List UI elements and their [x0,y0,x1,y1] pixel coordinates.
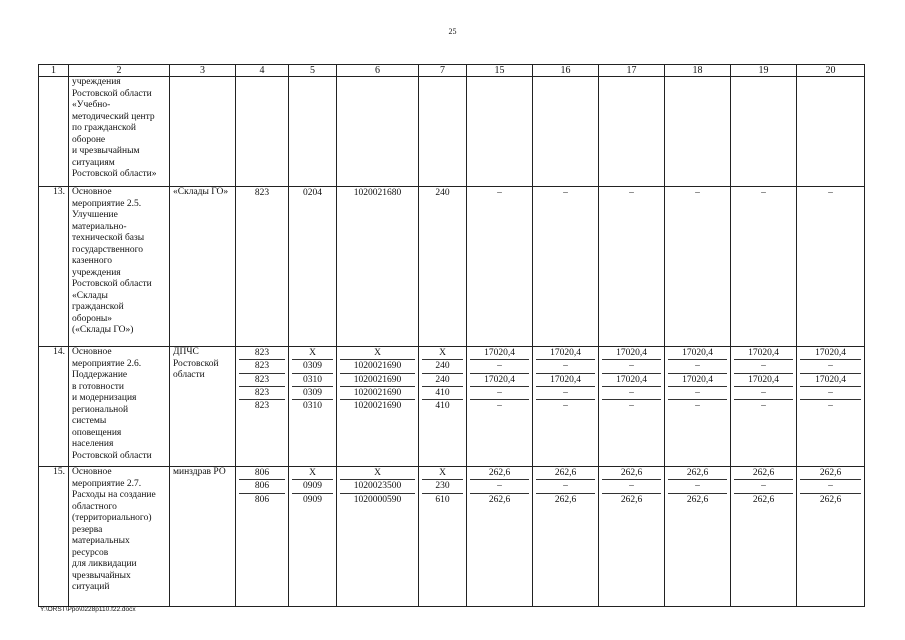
measure-name-line: областного [72,501,117,512]
measure-name-line: учреждения [72,267,121,278]
measure-name-line: Поддержание [72,370,128,380]
table-row [39,347,865,467]
measure-name-line: Основное [72,187,112,197]
value-line: 262,6 [686,494,709,505]
table-row [39,187,865,347]
value-line: 410 [435,401,450,412]
measure-name-line: Основное [72,467,112,477]
value-line: – [668,480,727,493]
value-line: 823 [254,401,270,412]
value-cell-c5 [289,77,337,187]
measure-name-line: Ростовской области [72,450,152,461]
value-cell-c19 [731,347,797,467]
value-line: – [695,401,700,412]
measure-name-line: обороне [72,134,106,145]
value-line: 1020021690 [353,401,402,412]
measure-name-line: «Учебно- [72,100,111,110]
value-line: 17020,4 [470,374,529,387]
value-cell-c19 [731,187,797,347]
value-cell-c4 [236,77,289,187]
value-line: Х [340,347,415,360]
measure-name-line: материально- [72,221,127,232]
header-cell: 4 [236,65,289,77]
value-line: Х [422,347,463,360]
value-cell-c5 [289,347,337,467]
executor-line: минздрав РО [173,467,226,477]
executor [170,77,236,187]
value-line: 0309 [292,387,333,400]
value-line: – [536,387,595,400]
measure-name-line: государственного [72,244,144,255]
executor [170,347,236,467]
value-line: 262,6 [554,494,577,505]
measure-name-line: системы [72,416,107,426]
value-cell-c4 [236,187,289,347]
value-line: – [536,480,595,493]
value-cell-c7 [419,77,467,187]
value-line: 0310 [292,374,333,387]
value-cell-c4 [236,347,289,467]
value-cell-c18 [665,467,731,607]
value-cell-c20 [797,347,865,467]
value-line: 262,6 [800,467,861,480]
value-cell-c20 [797,467,865,607]
value-line: 17020,4 [602,374,661,387]
value-line: 230 [422,480,463,493]
measure-name-line: («Склады ГО») [72,325,134,335]
value-cell-c6 [337,77,419,187]
value-cell-c4 [236,467,289,607]
value-cell-c19 [731,467,797,607]
measure-name [69,77,170,187]
row-number: 14. [39,347,69,467]
value-line: – [629,188,634,198]
value-line: 17020,4 [536,347,595,360]
value-line: – [602,360,661,373]
table-row [39,77,865,187]
value-line: 823 [239,360,285,373]
value-cell-c7 [419,187,467,347]
header-cell: 7 [419,65,467,77]
value-line: 806 [239,467,285,480]
executor-line: «Склады ГО» [173,187,229,197]
header-cell: 1 [39,65,69,77]
value-line: – [563,401,568,412]
value-line: 262,6 [620,494,643,505]
value-cell-c6 [337,347,419,467]
value-cell-c5 [289,467,337,607]
header-cell: 18 [665,65,731,77]
measure-name-line: ситуаций [72,582,110,592]
value-cell-c15 [467,77,533,187]
value-line: – [602,387,661,400]
value-line: 0309 [292,360,333,373]
value-line: 262,6 [668,467,727,480]
measure-name-line: резерва [72,524,103,535]
executor-line: Ростовской [173,358,219,369]
value-line: Х [340,467,415,480]
value-line: 0909 [303,494,322,505]
value-line: 17020,4 [602,347,661,360]
measure-name-line: мероприятие 2.6. [72,358,142,369]
measure-name-line: Улучшение [72,210,118,220]
value-line: 262,6 [734,467,793,480]
value-line: 240 [435,188,450,198]
measure-name-line: и модернизация [72,393,137,403]
value-line: 240 [422,374,463,387]
value-line: 823 [254,188,270,198]
executor-line: области [173,370,205,380]
file-path-footer: Y:\ORST\Ppo\0228p110.f22.docx [40,606,136,613]
measure-name-line: (территориального) [72,513,152,523]
header-cell: 3 [170,65,236,77]
header-cell: 2 [69,65,170,77]
value-line: 410 [422,387,463,400]
executor [170,467,236,607]
measure-name-line: технической базы [72,233,145,243]
measure-name-line: казенного [72,256,112,266]
measure-name-line: методический центр [72,111,155,122]
value-line: 17020,4 [800,347,861,360]
row-number [39,77,69,187]
measure-name [69,347,170,467]
value-line: 17020,4 [800,374,861,387]
measure-name-line: по гражданской [72,123,136,133]
header-cell: 6 [337,65,419,77]
value-line: 1020000590 [353,494,402,505]
page-number: 25 [448,27,457,36]
value-line: 1020021690 [340,387,415,400]
value-line: 262,6 [536,467,595,480]
measure-name-line: мероприятие 2.5. [72,198,142,209]
measure-name-line: Основное [72,347,112,357]
measure-name-line: и чрезвычайным [72,146,140,156]
measure-name-line: «Склады [72,290,108,301]
value-line: 806 [254,494,270,505]
header-cell: 17 [599,65,665,77]
value-cell-c15 [467,187,533,347]
measure-name-line: Ростовской области [72,88,152,99]
value-line: 17020,4 [668,374,727,387]
value-cell-c7 [419,467,467,607]
value-line: 262,6 [819,494,842,505]
value-cell-c5 [289,187,337,347]
value-line: Х [422,467,463,480]
measure-name-line: в готовности [72,381,124,392]
value-line: 262,6 [752,494,775,505]
value-line: – [695,188,700,198]
value-line: – [734,480,793,493]
value-line: – [800,480,861,493]
value-line: – [761,188,766,198]
value-line: – [761,401,766,412]
value-cell-c15 [467,467,533,607]
measure-name-line: обороны» [72,313,113,324]
header-cell: 15 [467,65,533,77]
value-line: 1020021680 [353,188,402,198]
value-cell-c6 [337,467,419,607]
measure-name-line: учреждения [72,77,121,87]
value-line: 823 [239,387,285,400]
header-cell: 5 [289,65,337,77]
header-cell: 20 [797,65,865,77]
value-line: – [497,401,502,412]
value-line: Х [292,467,333,480]
measure-name [69,187,170,347]
measure-name-line: мероприятие 2.7. [72,478,142,489]
value-cell-c17 [599,347,665,467]
value-line: – [536,360,595,373]
value-line: – [470,480,529,493]
value-line: 806 [239,480,285,493]
value-cell-c7 [419,347,467,467]
measure-name [69,467,170,607]
value-line: – [668,387,727,400]
value-line: 0310 [303,401,322,412]
value-line: – [602,480,661,493]
measure-name-line: ситуациям [72,157,115,168]
value-line: – [734,387,793,400]
measure-name-line: чрезвычайных [72,570,131,581]
value-cell-c18 [665,187,731,347]
executor-line: ДПЧС [173,347,199,357]
value-cell-c16 [533,347,599,467]
header-row [39,65,865,77]
row-number: 13. [39,187,69,347]
value-cell-c17 [599,467,665,607]
value-line: 0909 [292,480,333,493]
value-line: 823 [239,374,285,387]
measure-name-line: оповещения [72,427,122,438]
value-line: – [470,360,529,373]
value-line: Х [292,347,333,360]
value-line: 1020023500 [340,480,415,493]
value-cell-c19 [731,77,797,187]
measure-name-line: ресурсов [72,547,109,558]
value-line: 262,6 [488,494,511,505]
measure-name-line: региональной [72,404,129,415]
value-line: 262,6 [602,467,661,480]
value-cell-c18 [665,77,731,187]
value-line: – [828,401,833,412]
measure-name-line: Ростовской области [72,279,152,289]
value-line: 17020,4 [536,374,595,387]
value-line: 1020021690 [340,374,415,387]
budget-table [38,64,865,607]
value-line: – [497,188,502,198]
value-cell-c17 [599,77,665,187]
measure-name-line: материальных [72,536,130,546]
value-line: 823 [239,347,285,360]
value-line: 17020,4 [734,374,793,387]
value-cell-c16 [533,467,599,607]
value-line: 17020,4 [470,347,529,360]
measure-name-line: Ростовской области» [72,169,157,179]
value-cell-c15 [467,347,533,467]
header-cell: 19 [731,65,797,77]
value-line: – [563,188,568,198]
executor [170,187,236,347]
value-line: – [734,360,793,373]
value-line: 1020021690 [340,360,415,373]
value-line: 17020,4 [668,347,727,360]
value-line: – [629,401,634,412]
header-cell: 16 [533,65,599,77]
value-cell-c6 [337,187,419,347]
value-line: 240 [422,360,463,373]
value-line: – [668,360,727,373]
measure-name-line: для ликвидации [72,559,137,569]
value-line: – [828,188,833,198]
value-cell-c20 [797,77,865,187]
value-line: – [800,387,861,400]
value-cell-c17 [599,187,665,347]
value-line: 262,6 [470,467,529,480]
value-cell-c16 [533,187,599,347]
value-line: 0204 [303,188,322,198]
value-cell-c20 [797,187,865,347]
row-number: 15. [39,467,69,607]
value-line: 17020,4 [734,347,793,360]
value-cell-c18 [665,347,731,467]
measure-name-line: населения [72,439,114,449]
table-row [39,467,865,607]
measure-name-line: гражданской [72,302,124,312]
value-line: – [470,387,529,400]
measure-name-line: Расходы на создание [72,490,156,500]
value-line: 610 [435,494,450,505]
value-cell-c16 [533,77,599,187]
value-line: – [800,360,861,373]
